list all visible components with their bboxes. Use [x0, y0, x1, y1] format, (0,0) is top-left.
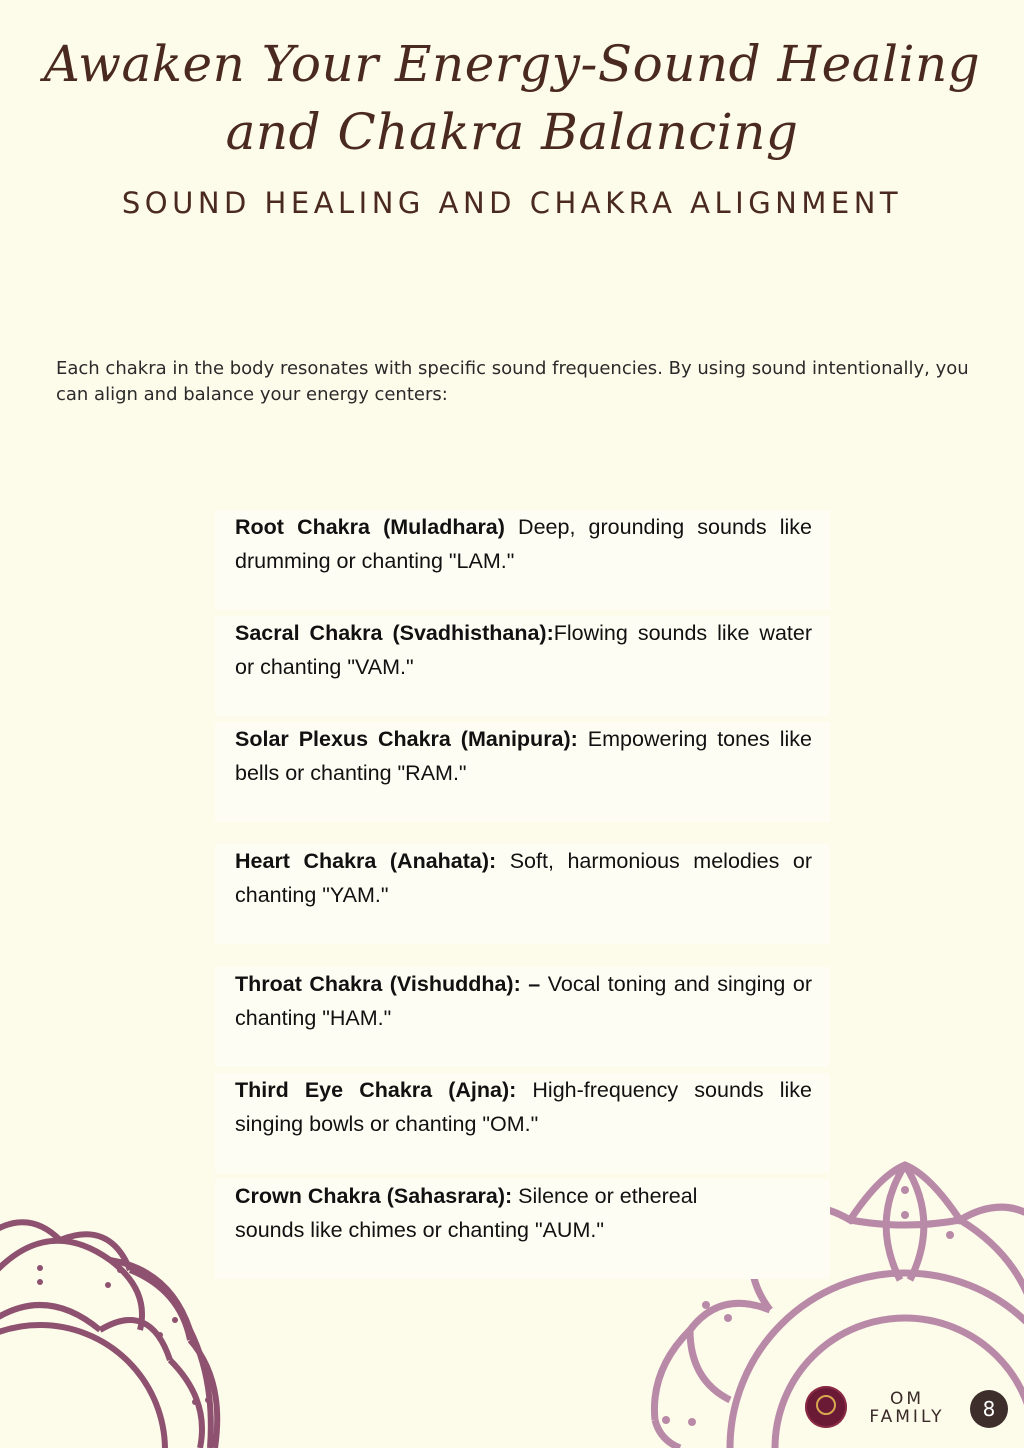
chakra-name: Third Eye Chakra (Ajna):	[235, 1078, 517, 1102]
chakra-name: Throat Chakra (Vishuddha): –	[235, 972, 541, 996]
brand-name	[862, 1390, 952, 1426]
chakra-description: High-frequency sounds like singing bowls or chanting "OM."	[235, 1078, 812, 1136]
chakra-name: Root Chakra (Muladhara)	[235, 515, 505, 539]
chakra-description: Vocal toning and singing or chanting "HAM."	[235, 972, 812, 1030]
brand-line-1: OM	[889, 1389, 925, 1409]
chakra-item-solar-plexus	[215, 722, 830, 822]
om-family-logo-icon	[805, 1386, 847, 1428]
chakra-item-sacral	[215, 616, 830, 716]
chakra-name: Sacral Chakra (Svadhisthana):	[235, 621, 554, 645]
chakra-item-root	[215, 510, 830, 610]
chakra-description: Flowing sounds like water or chanting "VAM."	[235, 621, 812, 679]
chakra-name: Solar Plexus Chakra (Manipura):	[235, 727, 578, 751]
title-line-1: Awaken Your Energy-Sound Healing	[43, 35, 981, 93]
chakra-item-third-eye	[215, 1073, 830, 1173]
chakra-item-throat	[215, 967, 830, 1067]
chakra-description: Silence or ethereal sounds like chimes or chanting "AUM."	[235, 1184, 698, 1242]
chakra-description: Empowering tones like bells or chanting "RAM."	[235, 727, 813, 785]
chakra-description: Deep, grounding sounds like drumming or chanting "LAM."	[235, 515, 813, 573]
page-subtitle: SOUND HEALING AND CHAKRA ALIGNMENT	[121, 186, 903, 220]
chakra-name: Crown Chakra (Sahasrara):	[235, 1184, 513, 1208]
page-number: 8	[970, 1390, 1008, 1428]
chakra-item-heart	[215, 844, 830, 944]
chakra-name: Heart Chakra (Anahata):	[235, 849, 497, 873]
intro-paragraph: Each chakra in the body resonates with specific sound frequencies. By using sound intentionally, you can align and balance your energy centers:	[56, 358, 969, 405]
chakra-item-crown	[215, 1179, 830, 1279]
brand-line-2: FAMILY	[869, 1407, 945, 1427]
chakra-description: Soft, harmonious melodies or chanting "YAM."	[235, 849, 812, 907]
title-line-2: and Chakra Balancing	[225, 103, 799, 161]
mandala-left-icon	[0, 1222, 217, 1448]
page-title	[0, 30, 1024, 166]
